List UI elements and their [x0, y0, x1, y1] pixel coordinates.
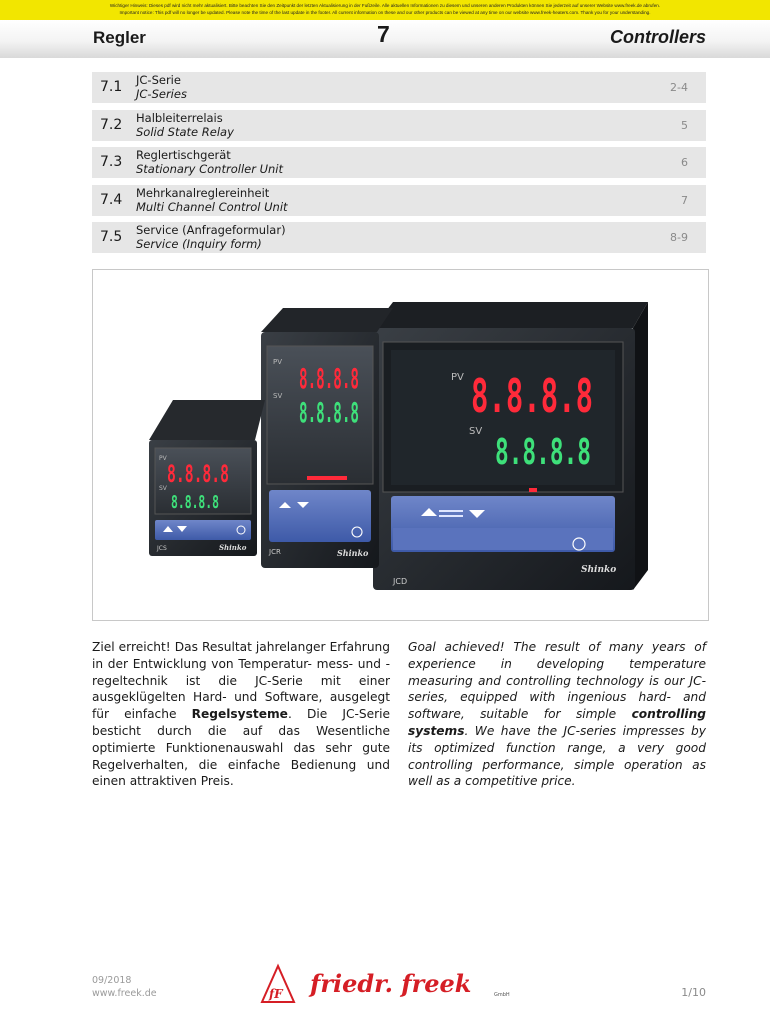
toc-page-ref: 7	[681, 193, 688, 207]
chapter-title-de: Regler	[93, 28, 146, 47]
notice-line-de: Wichtiger Hinweis: Dieses pdf wird nicht mehr aktualisiert. Bitte beachten Sie den Zeitpunkt der letzten Aktualisierung in der Fußzeile. Alle aktuellen Informationen zu diesem und unseren anderen Produkten können Sie jederzeit auf unserer Website www.freek.de abrufen.	[109, 3, 661, 8]
toc-title-en: Stationary Controller Unit	[136, 162, 284, 176]
jcs-pv-display: 8.8.8.8	[167, 460, 229, 488]
jcd-model-label: JCD	[393, 577, 408, 586]
toc-section-number: 7.3	[100, 154, 123, 170]
jcs-model-label: JCS	[157, 545, 167, 552]
intro-text-de-part2: . Die JC-Serie besticht durch die auf das Wesentliche optimierte Funktionenauswahl das sehr gute Regelverhalten, die einfache Bedienung und einen attraktiven Preis.	[92, 707, 390, 789]
chapter-header	[0, 20, 770, 58]
footer-info	[92, 974, 157, 1000]
toc-page-ref: 5	[681, 118, 688, 132]
notice-line-en: Important notice: This pdf will no longer be updated. Please note the time of the last update in the footer. All current information on these and our other products can be viewed at any time on our website www.freek-heaters.com. Thank you for your understanding.	[119, 9, 651, 15]
toc-title-de: Reglertischgerät	[136, 148, 231, 162]
jcs-pv-label: PV	[159, 455, 167, 462]
toc-title-en: Multi Channel Control Unit	[136, 199, 288, 214]
update-notice-banner	[0, 0, 770, 20]
toc-entry-7-5[interactable]	[92, 222, 706, 253]
logo-sub: GmbH	[494, 992, 510, 998]
jcd-pv-display: 8.8.8.8	[471, 369, 593, 423]
toc-section-number: 7.4	[100, 191, 123, 208]
toc-page-ref: 8-9	[670, 231, 688, 244]
jcs-brand-label: Shinko	[219, 543, 247, 552]
toc-section-number: 7.5	[100, 229, 123, 245]
controllers-illustration	[93, 270, 710, 622]
jcr-sv-display: 8.8.8.8	[299, 396, 359, 429]
company-logo	[256, 962, 516, 1010]
toc-title-de: Halbleiterrelais	[136, 110, 223, 125]
jcd-controller	[373, 302, 648, 590]
jcr-model-label: JCR	[269, 548, 281, 556]
toc-page-ref: 2-4	[670, 81, 688, 94]
jcs-sv-label: SV	[159, 485, 167, 492]
jcs-sv-display: 8.8.8.8	[171, 492, 219, 513]
toc-entry-7-1[interactable]	[92, 72, 706, 103]
toc-section-number: 7.1	[100, 79, 123, 95]
toc-entry-7-2[interactable]	[92, 110, 706, 141]
toc-entry-7-4[interactable]	[92, 185, 706, 216]
intro-text-de-bold: Regelsysteme	[191, 707, 288, 722]
jcr-controller	[261, 308, 393, 568]
table-of-contents	[92, 72, 706, 260]
jcd-pv-label: PV	[451, 372, 464, 383]
chapter-number: 7	[377, 21, 390, 47]
page-number: 1/10	[681, 986, 706, 999]
footer-date: 09/2018	[92, 975, 132, 986]
intro-text-en	[408, 639, 706, 790]
toc-entry-7-3[interactable]	[92, 147, 706, 178]
jcd-sv-label: SV	[469, 426, 483, 437]
toc-page-ref: 6	[681, 156, 688, 169]
toc-title-de: JC-Serie	[136, 73, 181, 87]
intro-text-en-bold: controlling systems	[408, 707, 706, 738]
toc-title-de: Service (Anfrageformular)	[136, 223, 286, 237]
toc-section-number: 7.2	[100, 116, 123, 133]
jcd-sv-display: 8.8.8.8	[495, 432, 591, 473]
intro-text-en-part2: . We have the JC-series impresses by its optimized function range, a very good controlling performance, simple operation as well as a competitive price.	[408, 723, 706, 789]
jcr-pv-label: PV	[273, 358, 283, 366]
intro-text-de-part1: Ziel erreicht! Das Resultat jahrelanger Erfahrung in der Entwicklung von Temperatur- mess- und -regeltechnik ist die JC-Serie mit einer ausgeklügelten Hard- und Software, ausgelegt für einfache	[92, 640, 390, 722]
jcr-pv-display: 8.8.8.8	[299, 362, 359, 395]
product-photo	[92, 269, 709, 621]
chapter-title-en: Controllers	[609, 27, 706, 47]
jcr-sv-label: SV	[273, 392, 283, 400]
toc-title-en: Service (Inquiry form)	[136, 237, 262, 251]
jcd-brand-label: Shinko	[581, 565, 617, 575]
intro-text-de	[92, 639, 390, 790]
logo-text: friedr. freek	[310, 969, 472, 998]
toc-title-de: Mehrkanalreglereinheit	[136, 185, 270, 200]
footer-website-link[interactable]: www.freek.de	[92, 988, 157, 999]
toc-title-en: Solid State Relay	[136, 124, 234, 139]
intro-text-en-part1: Goal achieved! The result of many years of experience in developing temperature measuring and controlling technology is our JC-series, equipped with ingenious hard- and software, suitable for simple	[408, 640, 706, 722]
logo-mark: fF	[269, 987, 283, 1001]
jcs-controller	[149, 400, 265, 556]
toc-title-en: JC-Series	[136, 87, 187, 101]
jcr-brand-label: Shinko	[337, 548, 369, 558]
